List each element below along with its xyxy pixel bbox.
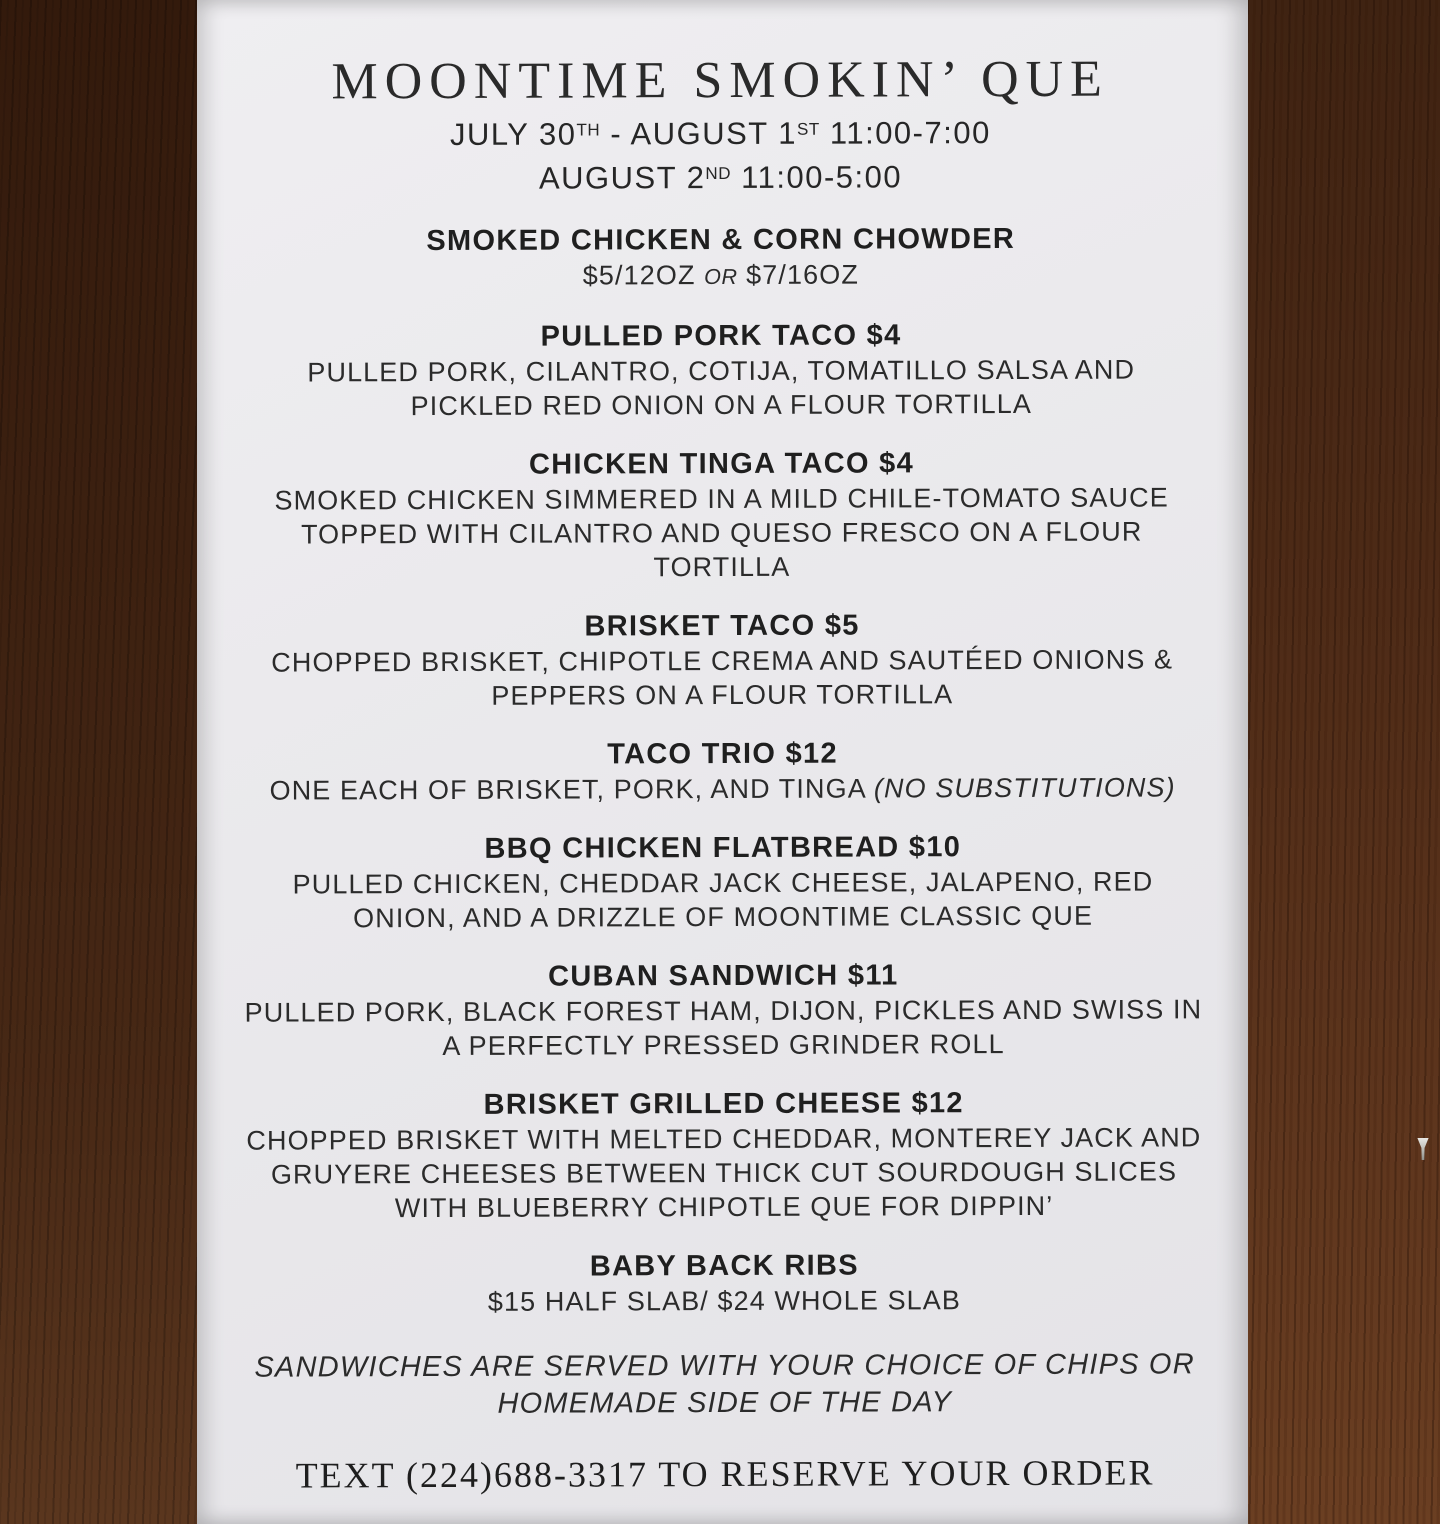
item-name: BABY BACK RIBS <box>589 1249 859 1283</box>
date-line-1: JULY 30TH - AUGUST 1ST 11:00-7:00 <box>449 115 991 152</box>
menu-paper <box>197 0 1248 1524</box>
wood-table-left <box>0 0 199 1524</box>
menu-item-pulled-pork-taco <box>230 316 1213 423</box>
item-name: TACO TRIO $12 <box>607 737 838 771</box>
item-description: PULLED PORK, BLACK FOREST HAM, DIJON, PICKLES AND SWISS IN A PERFECTLY PRESSED GRINDER ROLL <box>244 994 1203 1061</box>
menu-item-brisket-grilled-cheese <box>232 1084 1215 1225</box>
date-superscript: ST <box>796 119 820 139</box>
item-description: PULLED CHICKEN, CHEDDAR JACK CHEESE, JALAPENO, RED ONION, AND A DRIZZLE OF MOONTIME CLASSIC QUE <box>292 866 1154 934</box>
item-name: BRISKET TACO $5 <box>584 609 860 643</box>
item-description: CHOPPED BRISKET, CHIPOTLE CREMA AND SAUTÉED ONIONS & PEPPERS ON A FLOUR TORTILLA <box>271 644 1174 711</box>
item-name: BBQ CHICKEN FLATBREAD $10 <box>484 831 962 865</box>
or-word: OR <box>704 263 738 290</box>
menu-item-brisket-taco <box>231 606 1214 713</box>
menu-item-baby-back-ribs <box>233 1246 1216 1319</box>
no-substitutions-note: (NO SUBSTITUTIONS) <box>873 772 1176 804</box>
nail-icon <box>1415 1138 1431 1160</box>
menu-item-cuban-sandwich <box>232 956 1215 1063</box>
item-description: PULLED PORK, CILANTRO, COTIJA, TOMATILLO SALSA AND PICKLED RED ONION ON A FLOUR TORTILLA <box>307 354 1136 422</box>
date-line-2: AUGUST 2ND 11:00-5:00 <box>538 159 903 196</box>
item-name: BRISKET GRILLED CHEESE $12 <box>483 1087 964 1121</box>
menu-item-bbq-chicken-flatbread <box>231 828 1214 935</box>
item-price: $5/12OZ OR $7/16OZ <box>582 259 859 291</box>
wood-table-right <box>1247 0 1440 1524</box>
date-superscript: ND <box>705 163 732 184</box>
menu-item-chowder <box>229 220 1212 295</box>
date-superscript: TH <box>576 120 601 140</box>
item-name: SMOKED CHICKEN & CORN CHOWDER <box>426 222 1016 258</box>
item-description: CHOPPED BRISKET WITH MELTED CHEDDAR, MONTEREY JACK AND GRUYERE CHEESES BETWEEN THICK CUT SOURDOUGH SLICES WITH BLUEBERRY CHIPOTLE QUE FOR DIPPIN’ <box>246 1122 1202 1224</box>
item-name: PULLED PORK TACO $4 <box>540 319 902 353</box>
serving-note: SANDWICHES ARE SERVED WITH YOUR CHOICE OF CHIPS OR HOMEMADE SIDE OF THE DAY <box>254 1348 1195 1420</box>
item-price: $15 HALF SLAB/ $24 WHOLE SLAB <box>487 1285 962 1317</box>
menu-content <box>194 0 1250 1498</box>
menu-item-chicken-tinga-taco <box>230 444 1213 585</box>
menu-item-taco-trio <box>231 734 1214 807</box>
item-description: ONE EACH OF BRISKET, PORK, AND TINGA (NO SUBSTITUTIONS) <box>269 772 1176 806</box>
item-description: SMOKED CHICKEN SIMMERED IN A MILD CHILE-TOMATO SAUCE TOPPED WITH CILANTRO AND QUESO FRESCO ON A FLOUR TORTILLA <box>274 482 1169 583</box>
reserve-order-text: TEXT (224)688-3317 TO RESERVE YOUR ORDER <box>295 1452 1155 1496</box>
item-name: CHICKEN TINGA TACO $4 <box>528 447 915 481</box>
menu-title: MOONTIME SMOKIN’ QUE <box>331 50 1109 111</box>
item-name: CUBAN SANDWICH $11 <box>547 959 899 993</box>
